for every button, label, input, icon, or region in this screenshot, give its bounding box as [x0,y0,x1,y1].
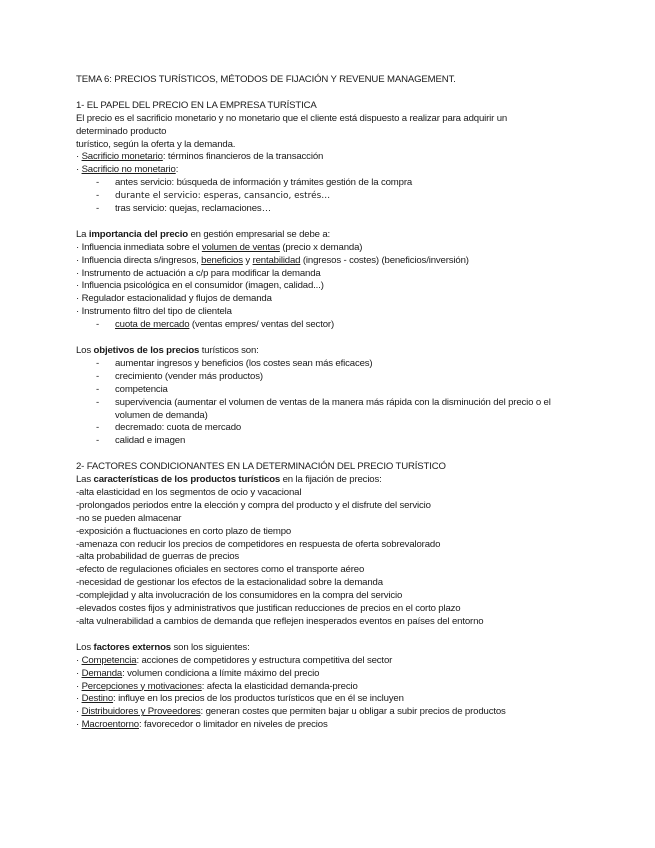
factor-externo-item: · Competencia: acciones de competidores y estructura competitiva del sector [76,654,393,666]
sub-item: - durante el servicio: esperas, cansancio, estrés… [96,190,331,202]
term: Sacrificio no monetario [81,164,176,176]
caracteristica-item: -efecto de regulaciones oficiales en sectores como el transporte aéreo [76,564,365,576]
spacer [76,448,581,461]
bold-term: factores externos [93,641,171,653]
sub-item: - cuota de mercado (ventas empres/ ventas del sector) [96,319,334,331]
importancia-item: · Regulador estacionalidad y flujos de demanda [76,293,272,305]
term-desc: : términos financieros de la transacción [162,151,324,163]
term: volumen de ventas [201,241,280,253]
factor-externo-item: · Destino: influye en los precios de los productos turísticos que en él se incluyen [76,693,404,705]
sub-item: - tras servicio: quejas, reclamaciones… [96,203,272,215]
caracteristica-item: -amenaza con reducir los precios de competidores en respuesta de oferta sobrevalorado [76,538,441,550]
sub-item-text: tras servicio: quejas, reclamaciones… [115,203,272,215]
factores-externos-intro: Los factores externos son los siguientes: [76,641,250,653]
term: Sacrificio monetario [81,151,163,163]
section-1-intro-cont: turístico, según la oferta y la demanda. [76,138,236,150]
bold-term: características de los productos turísticos [93,474,281,486]
bold-term: importancia del precio [88,228,188,240]
caracteristicas-intro: Las características de los productos turísticos en la fijación de precios: [76,474,382,486]
caracteristica-item: -exposición a fluctuaciones en corto plazo de tiempo [76,525,292,537]
caracteristica-item: -prolongados periodos entre la elección y compra del producto y el disfrute del servicio [76,499,431,511]
importancia-item: · Influencia directa s/ingresos, beneficios y rentabilidad (ingresos - costes) (beneficios/inversión) [76,254,469,266]
term: beneficios [201,254,243,266]
section-1-intro: El precio es el sacrificio monetario y no monetario que el cliente está dispuesto a realizar para adquirir un determinado producto [76,112,508,137]
section-2-heading: 2- FACTORES CONDICIONANTES EN LA DETERMINACIÓN DEL PRECIO TURÍSTICO [76,461,446,473]
spacer [76,332,581,345]
objetivo-item: - calidad e imagen [96,435,186,447]
importancia-item: · Influencia psicológica en el consumidor (imagen, calidad...) [76,280,324,292]
bold-term: objetivos de los precios [93,344,200,356]
importancia-item: · Influencia inmediata sobre el volumen de ventas (precio x demanda) [76,241,363,253]
caracteristica-item: -alta vulnerabilidad a cambios de demanda que reflejen inesperados eventos en países del entorno [76,616,484,627]
term: Distribuidores y Proveedores [81,706,201,718]
sub-item-text: durante el servicio: esperas, cansancio, estrés… [115,191,331,202]
document-title: TEMA 6: PRECIOS TURÍSTICOS, MÉTODOS DE FIJACIÓN Y REVENUE MANAGEMENT. [76,74,456,85]
term: Percepciones y motivaciones [81,680,202,692]
section-1-heading: 1- EL PAPEL DEL PRECIO EN LA EMPRESA TURÍSTICA [76,99,317,111]
importancia-intro: La importancia del precio en gestión empresarial se debe a: [76,228,331,240]
caracteristica-item: -elevados costes fijos y administrativos que justifican reducciones de precios en el corto plazo [76,603,461,615]
caracteristica-item: -alta probabilidad de guerras de precios [76,551,240,563]
sub-item-text: antes servicio: búsqueda de información y trámites gestión de la compra [115,177,413,189]
factor-externo-item: · Demanda: volumen condiciona a límite máximo del precio [76,667,320,679]
spacer [76,629,581,642]
objetivos-intro: Los objetivos de los precios turísticos son: [76,344,259,356]
term: Demanda [81,667,123,679]
importancia-item: · Instrumento de actuación a c/p para modificar la demanda [76,267,321,279]
factor-externo-item: · Macroentorno: favorecedor o limitador en niveles de precios [76,719,328,731]
factor-externo-item: · Percepciones y motivaciones: afecta la elasticidad demanda-precio [76,680,358,692]
importancia-item: · Instrumento filtro del tipo de clientela [76,306,232,318]
bullet-sacrificio-monetario: · Sacrificio monetario: términos financieros de la transacción [76,151,324,163]
caracteristica-item: -alta elasticidad en los segmentos de ocio y vacacional [76,486,302,498]
spacer [76,87,581,100]
factor-externo-item: · Distribuidores y Proveedores: generan costes que permiten bajar u obligar a subir precios de productos [76,706,506,718]
sub-item: - antes servicio: búsqueda de información y trámites gestión de la compra [96,177,413,189]
caracteristica-item: -no se pueden almacenar [76,512,182,524]
term-desc: : [175,164,179,176]
term: cuota de mercado [115,319,190,331]
bullet-sacrificio-no-monetario: · Sacrificio no monetario: [76,164,179,176]
term: rentabilidad [252,254,301,266]
objetivo-item: - aumentar ingresos y beneficios (los costes sean más eficaces) [96,357,373,369]
caracteristica-item: -complejidad y alta involucración de los consumidores en la compra del servicio [76,590,403,602]
term: Macroentorno [81,719,139,731]
objetivo-item: - competencia [96,383,168,395]
document-page [76,74,581,732]
objetivo-item: - decremado: cuota de mercado [96,422,242,434]
term: Destino [81,693,114,705]
spacer [76,216,581,229]
caracteristica-item: -necesidad de gestionar los efectos de la estacionalidad sobre la demanda [76,577,383,589]
term: Competencia [81,654,137,666]
objetivo-item: - crecimiento (vender más productos) [96,370,263,382]
objetivo-item: - supervivencia (aumentar el volumen de ventas de la manera más rápida con la disminución del precio o el volumen de demanda) [96,396,551,421]
